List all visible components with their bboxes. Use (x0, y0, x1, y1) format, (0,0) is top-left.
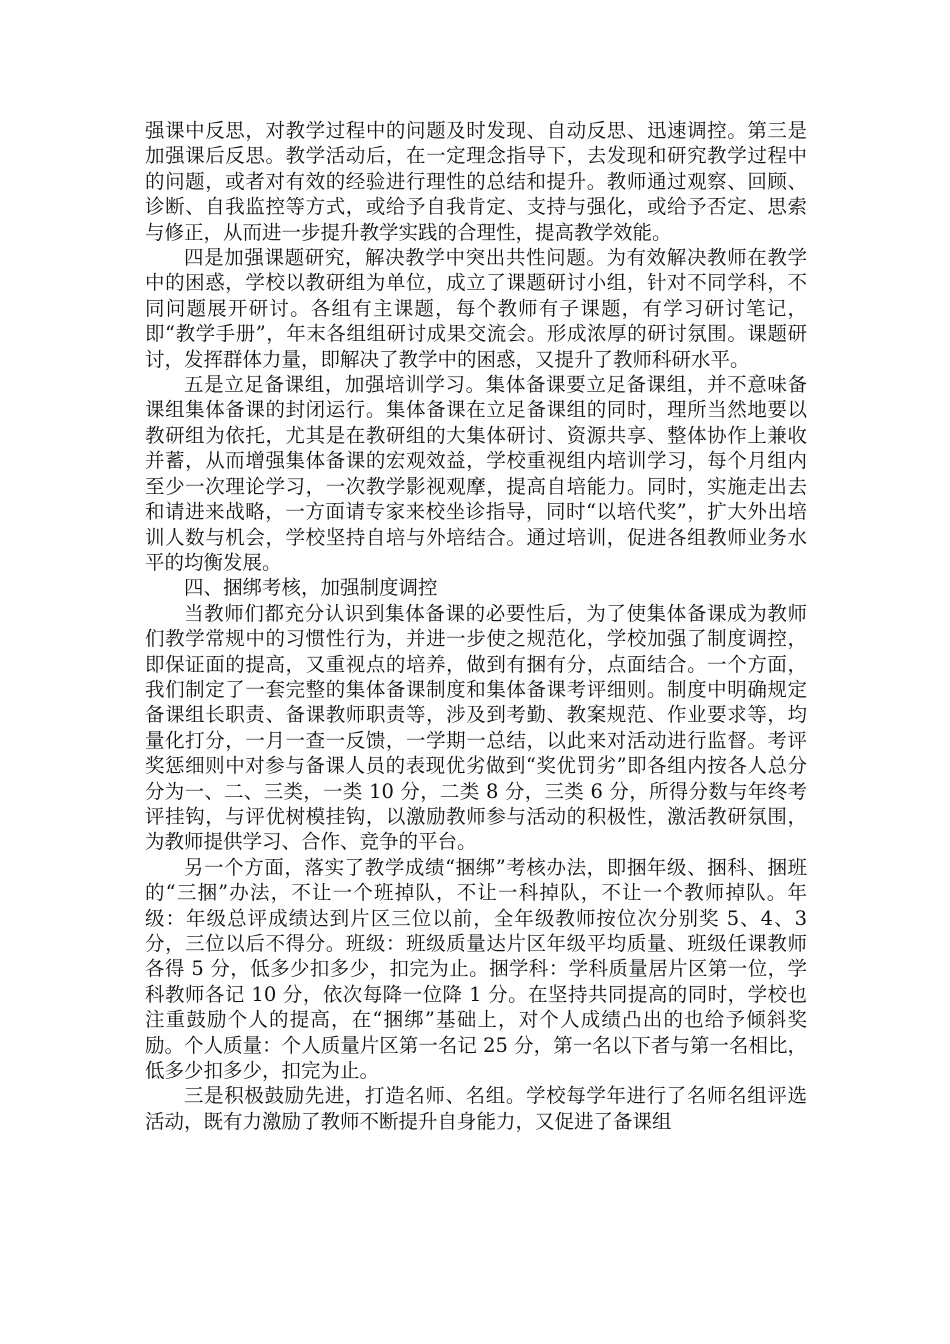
paragraph-reflection-continued: 强课中反思，对教学过程中的问题及时发现、自动反思、迅速调控。第三是加强课后反思。教学活动后，在一定理念指导下，去发现和研究教学过程中的问题，或者对有效的经验进行理性的总结和提升。教师通过观察、回顾、诊断、自我监控等方式，或给予自我肯定、支持与强化，或给予否定、思索与修正，从而进一步提升教学实践的合理性，提高教学效能。 (145, 119, 807, 244)
paragraph-binding-assessment-method: 另一个方面，落实了教学成绩“捆绑”考核办法，即捆年级、捆科、捆班的“三捆”办法，不让一个班掉队，不让一科掉队，不让一个教师掉队。年级：年级总评成绩达到片区三位以前，全年级教师按位次分别奖 5、4、3 分，三位以后不得分。班级：班级质量达片区年级平均质量、班级任课教师各得 5 分，低多少扣多少，扣完为止。捆学科：学科质量居片区第一位，学科教师各记 10 分，依次每降一位降 1 分。在坚持共同提高的同时，学校也注重鼓励个人的提高，在“捆绑”基础上，对个人成绩凸出的也给予倾斜奖励。个人质量：个人质量片区第一名记 25 分，第一名以下者与第一名相比，低多少扣多少，扣完为止。 (145, 855, 807, 1083)
paragraph-encourage-excellence: 三是积极鼓励先进，打造名师、名组。学校每学年进行了名师名组评选活动，既有力激励了教师不断提升自身能力，又促进了备课组 (145, 1084, 807, 1133)
paragraph-training-study: 五是立足备课组，加强培训学习。集体备课要立足备课组，并不意味备课组集体备课的封闭运行。集体备课在立足备课组的同时，理所当然地要以教研组为依托，尤其是在教研组的大集体研讨、资源共享、整体协作上兼收并蓄，从而增强集体备课的宏观效益，学校重视组内培训学习，每个月组内至少一次理论学习，一次教学影视观摩，提高自培能力。同时，实施走出去和请进来战略，一方面请专家来校坐诊指导，同时“以培代奖”，扩大外出培训人数与机会，学校坚持自培与外培结合。通过培训，促进各组教师业务水平的均衡发展。 (145, 373, 807, 574)
section-heading-binding-assessment: 四、捆绑考核，加强制度调控 (184, 576, 438, 600)
paragraph-system-regulation: 当教师们都充分认识到集体备课的必要性后，为了使集体备课成为教师们教学常规中的习惯性行为，并进一步使之规范化，学校加强了制度调控，即保证面的提高，又重视点的培养，做到有捆有分，点面结合。一个方面，我们制定了一套完整的集体备课制度和集体备课考评细则。制度中明确规定备课组长职责、备课教师职责等，涉及到考勤、教案规范、作业要求等，均量化打分，一月一查一反馈，一学期一总结，以此来对活动进行监督。考评奖惩细则中对参与备课人员的表现优劣做到“奖优罚劣”即各组内按各人总分分为一、二、三类，一类 10 分，二类 8 分，三类 6 分，所得分数与年终考评挂钩，与评优树模挂钩，以激励教师参与活动的积极性，激活教研氛围，为教师提供学习、合作、竞争的平台。 (145, 601, 807, 854)
paragraph-topic-research: 四是加强课题研究，解决教学中突出共性问题。为有效解决教师在教学中的困惑，学校以教研组为单位，成立了课题研讨小组，针对不同学科，不同问题展开研讨。各组有主课题，每个教师有子课题，有学习研讨笔记，即“教学手册”，年末各组组研讨成果交流会。形成浓厚的研讨氛围。课题研讨，发挥群体力量，即解决了教学中的困惑，又提升了教师科研水平。 (145, 246, 807, 371)
document-body (145, 118, 807, 1134)
